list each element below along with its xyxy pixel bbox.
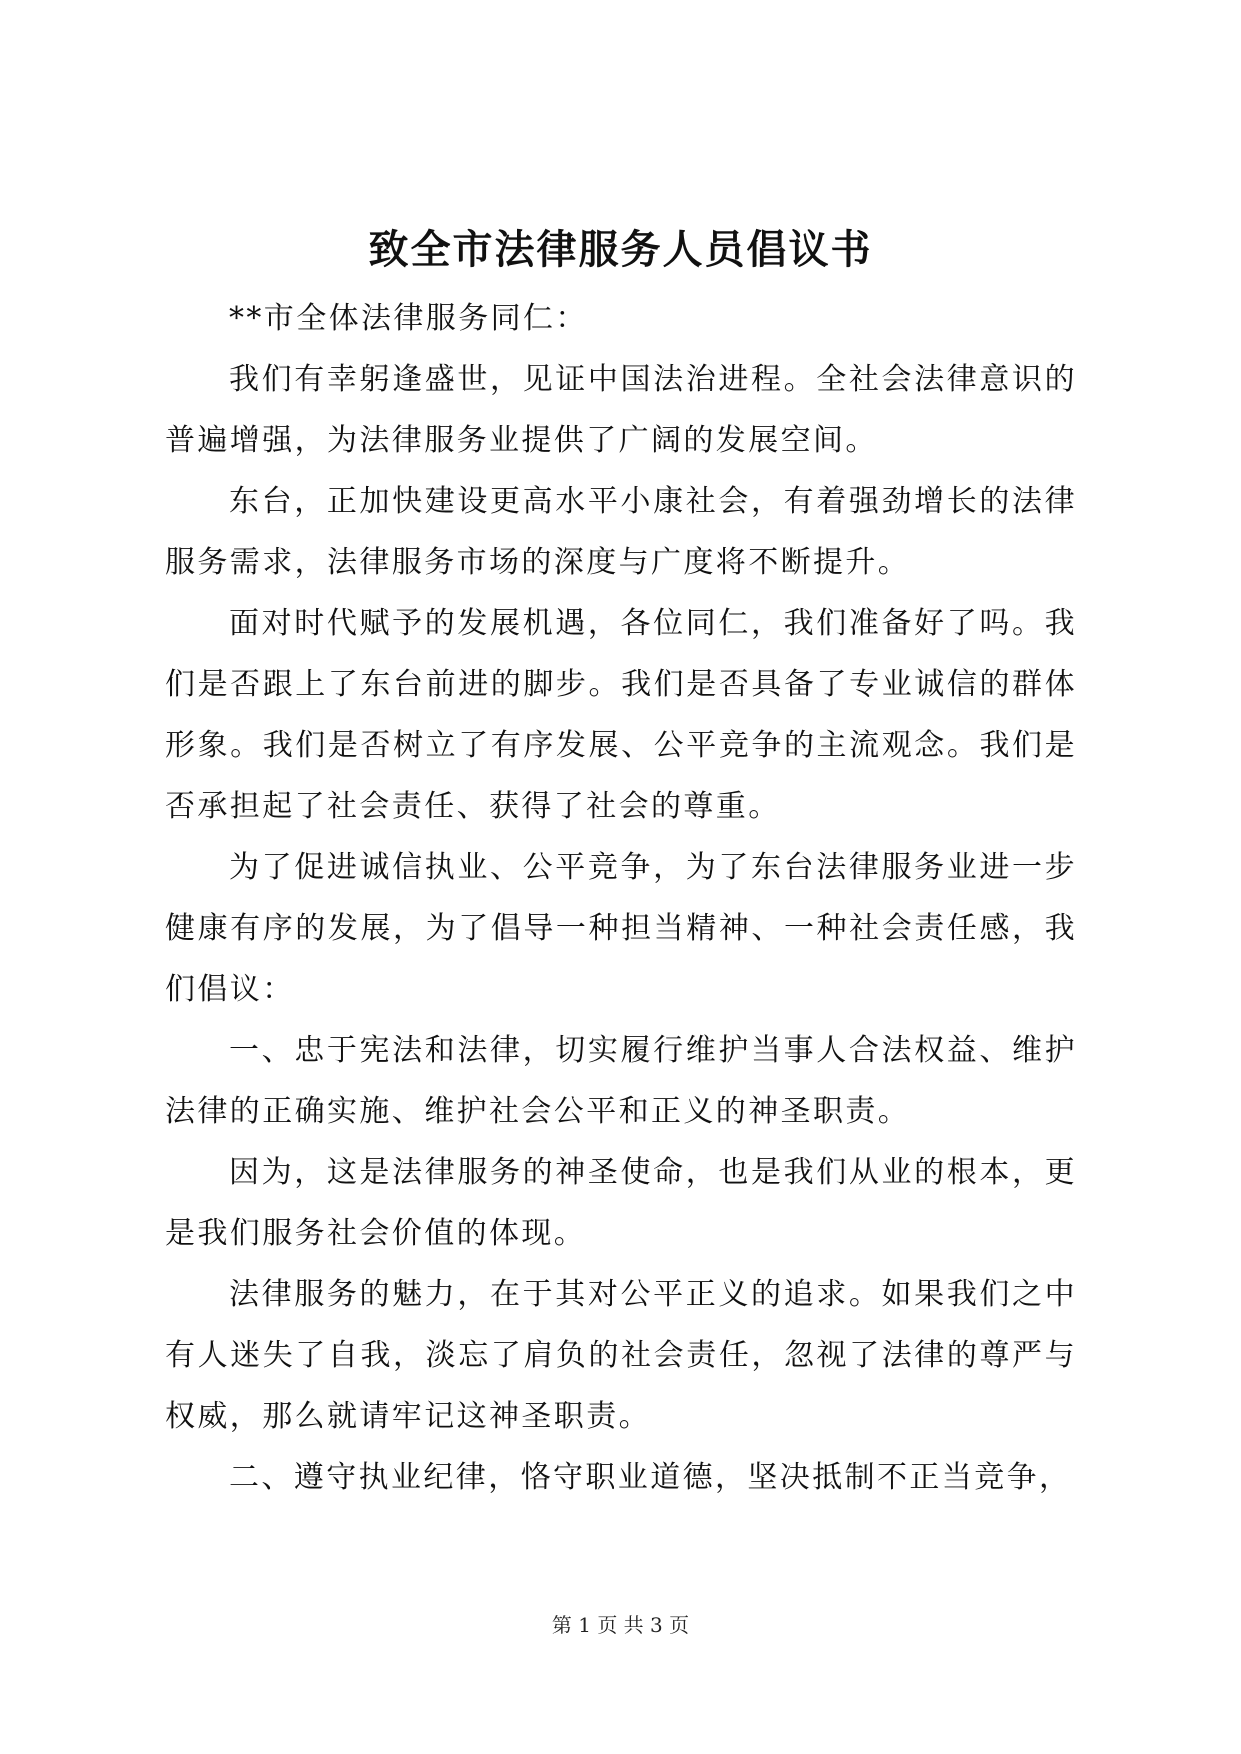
paragraph: 东台，正加快建设更高水平小康社会，有着强劲增长的法律服务需求，法律服务市场的深度与广度将不断提升。 [165,484,1077,580]
paragraph: 法律服务的魅力，在于其对公平正义的追求。如果我们之中有人迷失了自我，淡忘了肩负的社会责任，忽视了法律的尊严与权威，那么就请牢记这神圣职责。 [165,1277,1077,1434]
paragraph: 因为，这是法律服务的神圣使命，也是我们从业的根本，更是我们服务社会价值的体现。 [165,1155,1077,1251]
paragraph: 为了促进诚信执业、公平竞争，为了东台法律服务业进一步健康有序的发展，为了倡导一种担当精神、一种社会责任感，我们倡议： [165,850,1077,1007]
document-title: 致全市法律服务人员倡议书 [368,226,873,273]
salutation: **市全体法律服务同仁： [229,301,588,336]
page-number-footer: 第 1 页 共 3 页 [551,1613,690,1637]
paragraph: 一、忠于宪法和法律，切实履行维护当事人合法权益、维护法律的正确实施、维护社会公平和正义的神圣职责。 [165,1033,1077,1129]
paragraph: 我们有幸躬逢盛世，见证中国法治进程。全社会法律意识的普遍增强，为法律服务业提供了广阔的发展空间。 [165,362,1077,458]
paragraph: 二、遵守执业纪律，恪守职业道德，坚决抵制不正当竞争， [229,1460,1072,1495]
paragraph: 面对时代赋予的发展机遇，各位同仁，我们准备好了吗。我们是否跟上了东台前进的脚步。我们是否具备了专业诚信的群体形象。我们是否树立了有序发展、公平竞争的主流观念。我们是否承担起了社会责任、获得了社会的尊重。 [165,606,1077,824]
document-body [165,288,1077,1508]
